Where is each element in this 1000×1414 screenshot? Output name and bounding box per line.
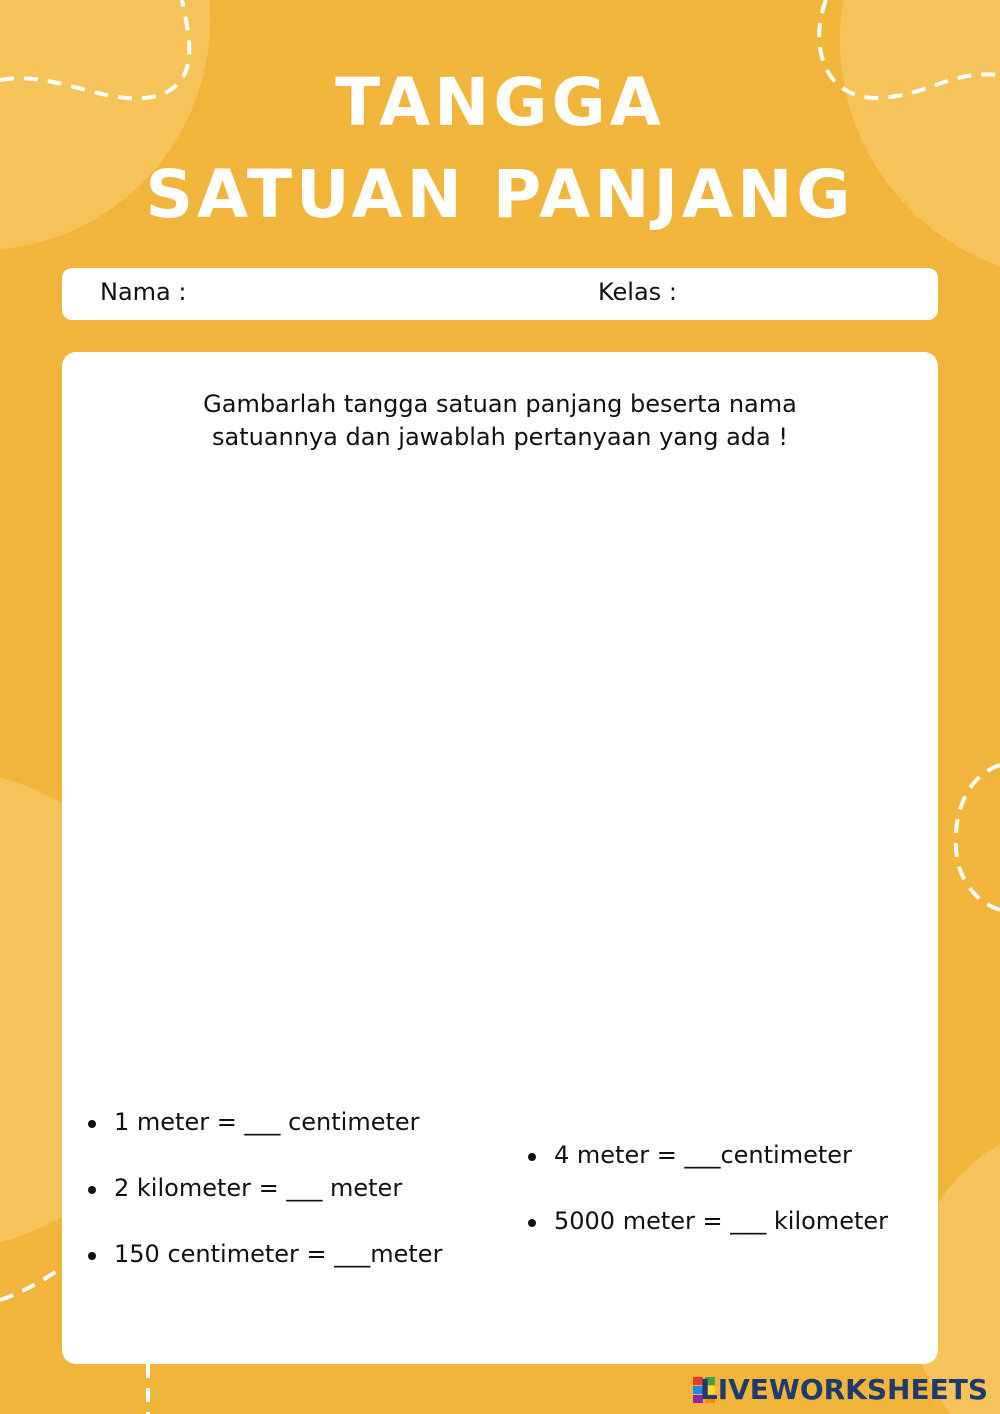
- bullet-dot: [88, 1186, 96, 1194]
- question-3: 150 centimeter = ___meter: [114, 1240, 443, 1268]
- bullet-dot: [528, 1153, 536, 1161]
- name-label: Nama :: [100, 278, 187, 306]
- question-5: 5000 meter = ___ kilometer: [554, 1207, 888, 1235]
- question-1: 1 meter = ___ centimeter: [114, 1108, 420, 1136]
- page-title-line1: TANGGA: [335, 64, 665, 141]
- bullet-dot: [88, 1120, 96, 1128]
- instruction-line2: satuannya dan jawablah pertanyaan yang ada !: [212, 423, 788, 451]
- right-dashed-line: [956, 765, 1000, 910]
- bottom-left-dashed-line: [0, 1268, 62, 1300]
- bullet-dot: [88, 1252, 96, 1260]
- question-4: 4 meter = ___centimeter: [554, 1141, 852, 1169]
- liveworksheets-watermark[interactable]: LIVEWORKSHEETS: [699, 1373, 988, 1406]
- instruction-line1: Gambarlah tangga satuan panjang beserta nama: [203, 390, 797, 418]
- student-info-bar: [62, 268, 938, 320]
- class-label: Kelas :: [598, 278, 677, 306]
- page-title-line2: SATUAN PANJANG: [145, 156, 855, 233]
- instruction-text: [62, 388, 938, 454]
- question-2: 2 kilometer = ___ meter: [114, 1174, 403, 1202]
- bullet-dot: [528, 1219, 536, 1227]
